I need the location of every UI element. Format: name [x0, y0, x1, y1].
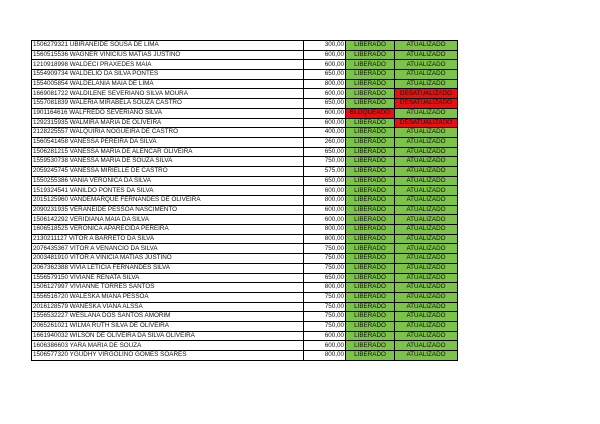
table-row[interactable] [32, 292, 458, 302]
value-cell[interactable]: 600,00 [304, 341, 346, 351]
table-row[interactable] [32, 70, 458, 80]
value-cell[interactable]: 750,00 [304, 302, 346, 312]
table-row[interactable] [32, 331, 458, 341]
update-cell[interactable]: ATUALIZADO [395, 263, 458, 273]
name-cell[interactable]: 1550255386 VANIA VERONICA DA SILVA [32, 176, 304, 186]
update-cell[interactable]: DESATUALIZADO [395, 99, 458, 109]
table-row[interactable] [32, 118, 458, 128]
status-cell[interactable]: LIBERADO [346, 351, 395, 361]
update-cell[interactable]: DESATUALIZADO [395, 118, 458, 128]
value-cell[interactable]: 650,00 [304, 70, 346, 80]
name-cell[interactable]: 1669081722 WALDILENE SEVERIANO SILVA MOURA [32, 89, 304, 99]
status-cell[interactable]: LIBERADO [346, 234, 395, 244]
update-cell[interactable]: ATUALIZADO [395, 244, 458, 254]
update-cell[interactable]: ATUALIZADO [395, 147, 458, 157]
update-cell[interactable]: ATUALIZADO [395, 196, 458, 206]
status-cell[interactable]: LIBERADO [346, 118, 395, 128]
name-cell[interactable]: 1519324541 VANILDO PONTES DA SILVA [32, 186, 304, 196]
table-row[interactable] [32, 283, 458, 293]
status-cell[interactable]: LIBERADO [346, 147, 395, 157]
status-cell[interactable]: LIBERADO [346, 137, 395, 147]
status-cell[interactable]: LIBERADO [346, 225, 395, 235]
table-row[interactable] [32, 99, 458, 109]
update-cell[interactable]: ATUALIZADO [395, 176, 458, 186]
value-cell[interactable]: 650,00 [304, 176, 346, 186]
name-cell[interactable]: 1556532227 WESLANA DOS SANTOS AMORIM [32, 312, 304, 322]
value-cell[interactable]: 800,00 [304, 225, 346, 235]
status-cell[interactable]: LIBERADO [346, 263, 395, 273]
table-row[interactable] [32, 79, 458, 89]
status-cell[interactable]: LIBERADO [346, 89, 395, 99]
value-cell[interactable]: 800,00 [304, 196, 346, 206]
status-cell[interactable]: LIBERADO [346, 50, 395, 60]
status-cell[interactable]: LIBERADO [346, 60, 395, 70]
status-cell[interactable]: BLOQUEADO [346, 108, 395, 118]
update-cell[interactable]: ATUALIZADO [395, 108, 458, 118]
value-cell[interactable]: 600,00 [304, 50, 346, 60]
table-row[interactable] [32, 166, 458, 176]
status-cell[interactable]: LIBERADO [346, 176, 395, 186]
name-cell[interactable]: 2059245745 VANESSA MIRIELLE DE CASTRO [32, 166, 304, 176]
update-cell[interactable]: ATUALIZADO [395, 157, 458, 167]
update-cell[interactable]: DESATUALIZADO [395, 89, 458, 99]
name-cell[interactable]: 1901164616 WALFREDO SEVERIANO SILVA [32, 108, 304, 118]
value-cell[interactable]: 575,00 [304, 166, 346, 176]
table-row[interactable] [32, 108, 458, 118]
status-cell[interactable]: LIBERADO [346, 341, 395, 351]
value-cell[interactable]: 600,00 [304, 60, 346, 70]
update-cell[interactable]: ATUALIZADO [395, 215, 458, 225]
name-cell[interactable]: 1210918998 WALDECI PRAXEDES MAIA [32, 60, 304, 70]
name-cell[interactable]: 1556579150 VIVIANE RENATA SILVA [32, 273, 304, 283]
name-cell[interactable]: 2015125960 VANDEMARQUE FERNANDES DE OLIVEIRA [32, 196, 304, 206]
table-row[interactable] [32, 341, 458, 351]
value-cell[interactable]: 750,00 [304, 321, 346, 331]
update-cell[interactable]: ATUALIZADO [395, 70, 458, 80]
value-cell[interactable]: 600,00 [304, 108, 346, 118]
value-cell[interactable]: 800,00 [304, 351, 346, 361]
table-row[interactable] [32, 215, 458, 225]
value-cell[interactable]: 600,00 [304, 331, 346, 341]
name-cell[interactable]: 1557081839 WALERIA MIRABELA SOUZA CASTRO [32, 99, 304, 109]
name-cell[interactable]: 1560541458 VANESSA PEREIRA DA SILVA [32, 137, 304, 147]
update-cell[interactable]: ATUALIZADO [395, 225, 458, 235]
spreadsheet-page [31, 40, 458, 361]
table-row[interactable] [32, 263, 458, 273]
records-table [31, 40, 458, 361]
update-cell[interactable]: ATUALIZADO [395, 292, 458, 302]
status-cell[interactable]: LIBERADO [346, 205, 395, 215]
status-cell[interactable]: LIBERADO [346, 99, 395, 109]
update-cell[interactable]: ATUALIZADO [395, 205, 458, 215]
name-cell[interactable]: 2016128579 WANESKA VIANA ALSSA [32, 302, 304, 312]
name-cell[interactable]: 2128225557 WALQUIRIA NOGUEIRA DE CASTRO [32, 128, 304, 138]
name-cell[interactable]: 1554909734 WALDELIO DA SILVA PONTES [32, 70, 304, 80]
value-cell[interactable]: 300,00 [304, 41, 346, 51]
name-cell[interactable]: 2067362388 VIVIA LETICIA FERNANDES SILVA [32, 263, 304, 273]
table-row[interactable] [32, 225, 458, 235]
update-cell[interactable]: ATUALIZADO [395, 166, 458, 176]
value-cell[interactable]: 800,00 [304, 283, 346, 293]
table-row[interactable] [32, 89, 458, 99]
table-row[interactable] [32, 254, 458, 264]
table-row[interactable] [32, 273, 458, 283]
update-cell[interactable]: ATUALIZADO [395, 79, 458, 89]
status-cell[interactable]: LIBERADO [346, 196, 395, 206]
name-cell[interactable]: 1292315935 WALMIRA MARIA DE OLIVEIRA [32, 118, 304, 128]
table-row[interactable] [32, 128, 458, 138]
records-table-body [32, 41, 458, 361]
name-cell[interactable]: 1506279321 UBIRANEIDE SOUSA DE LIMA [32, 41, 304, 51]
update-cell[interactable]: ATUALIZADO [395, 50, 458, 60]
update-cell[interactable]: ATUALIZADO [395, 331, 458, 341]
table-row[interactable] [32, 186, 458, 196]
status-cell[interactable]: LIBERADO [346, 79, 395, 89]
value-cell[interactable]: 800,00 [304, 79, 346, 89]
table-row[interactable] [32, 157, 458, 167]
status-cell[interactable]: LIBERADO [346, 302, 395, 312]
update-cell[interactable]: ATUALIZADO [395, 273, 458, 283]
update-cell[interactable]: ATUALIZADO [395, 137, 458, 147]
value-cell[interactable]: 650,00 [304, 273, 346, 283]
update-cell[interactable]: ATUALIZADO [395, 321, 458, 331]
table-row[interactable] [32, 176, 458, 186]
value-cell[interactable]: 750,00 [304, 312, 346, 322]
name-cell[interactable]: 2130211127 VITOR A BARRETO DA SILVA [32, 234, 304, 244]
update-cell[interactable]: ATUALIZADO [395, 60, 458, 70]
value-cell[interactable]: 750,00 [304, 292, 346, 302]
update-cell[interactable]: ATUALIZADO [395, 234, 458, 244]
update-cell[interactable]: ATUALIZADO [395, 186, 458, 196]
status-cell[interactable]: LIBERADO [346, 312, 395, 322]
name-cell[interactable]: 2076435367 VITOR A VENANCIO DA SILVA [32, 244, 304, 254]
status-cell[interactable]: LIBERADO [346, 41, 395, 51]
value-cell[interactable]: 400,00 [304, 128, 346, 138]
name-cell[interactable]: 1556516720 WALESKA MIANA PESSOA [32, 292, 304, 302]
status-cell[interactable]: LIBERADO [346, 321, 395, 331]
value-cell[interactable]: 600,00 [304, 186, 346, 196]
update-cell[interactable]: ATUALIZADO [395, 283, 458, 293]
status-cell[interactable]: LIBERADO [346, 166, 395, 176]
status-cell[interactable]: LIBERADO [346, 186, 395, 196]
name-cell[interactable]: 1506127997 VIVIANNE TORRES SANTOS [32, 283, 304, 293]
table-row[interactable] [32, 312, 458, 322]
table-row[interactable] [32, 205, 458, 215]
name-cell[interactable]: 2003481910 VITOR A VINICIA MATIAS JUSTINO [32, 254, 304, 264]
value-cell[interactable]: 650,00 [304, 99, 346, 109]
name-cell[interactable]: 1554005854 WALDELANIA MAIA DE LIMA [32, 79, 304, 89]
value-cell[interactable]: 650,00 [304, 147, 346, 157]
status-cell[interactable]: LIBERADO [346, 292, 395, 302]
update-cell[interactable]: ATUALIZADO [395, 41, 458, 51]
name-cell[interactable]: 1506577320 YGUDHY VIRGOLINO GOMES SOARES [32, 351, 304, 361]
name-cell[interactable]: 1606386603 YARA MARIA DE SOUZA [32, 341, 304, 351]
name-cell[interactable]: 1661940032 WILSON DE OLIVEIRA DA SILVA OLIVEIRA [32, 331, 304, 341]
update-cell[interactable]: ATUALIZADO [395, 128, 458, 138]
table-row[interactable] [32, 302, 458, 312]
name-cell[interactable]: 1559530738 VANESSA MARIA DE SOUZA SILVA [32, 157, 304, 167]
name-cell[interactable]: 1506281215 VANESSA MARIA DE ALENCAR OLIVEIRA [32, 147, 304, 157]
name-cell[interactable]: 1606518525 VERONICA APARECIDA PEREIRA [32, 225, 304, 235]
table-row[interactable] [32, 147, 458, 157]
update-cell[interactable]: ATUALIZADO [395, 341, 458, 351]
value-cell[interactable]: 600,00 [304, 89, 346, 99]
status-cell[interactable]: LIBERADO [346, 128, 395, 138]
status-cell[interactable]: LIBERADO [346, 254, 395, 264]
table-row[interactable] [32, 244, 458, 254]
status-cell[interactable]: LIBERADO [346, 215, 395, 225]
table-row[interactable] [32, 196, 458, 206]
status-cell[interactable]: LIBERADO [346, 244, 395, 254]
name-cell[interactable]: 2065261021 WILMA RUTH SILVA DE OLIVEIRA [32, 321, 304, 331]
table-row[interactable] [32, 321, 458, 331]
value-cell[interactable]: 750,00 [304, 244, 346, 254]
name-cell[interactable]: 2090231935 VERANEIDE PESSOA NASCIMENTO [32, 205, 304, 215]
table-row[interactable] [32, 60, 458, 70]
name-cell[interactable]: 1560515536 WAGNER VINICIUS MATIAS JUSTINO [32, 50, 304, 60]
value-cell[interactable]: 260,00 [304, 137, 346, 147]
update-cell[interactable]: ATUALIZADO [395, 312, 458, 322]
update-cell[interactable]: ATUALIZADO [395, 351, 458, 361]
status-cell[interactable]: LIBERADO [346, 331, 395, 341]
status-cell[interactable]: LIBERADO [346, 70, 395, 80]
table-row[interactable] [32, 351, 458, 361]
table-row[interactable] [32, 41, 458, 51]
table-row[interactable] [32, 137, 458, 147]
value-cell[interactable]: 750,00 [304, 157, 346, 167]
update-cell[interactable]: ATUALIZADO [395, 254, 458, 264]
status-cell[interactable]: LIBERADO [346, 157, 395, 167]
table-row[interactable] [32, 50, 458, 60]
value-cell[interactable]: 600,00 [304, 118, 346, 128]
status-cell[interactable]: LIBERADO [346, 273, 395, 283]
status-cell[interactable]: LIBERADO [346, 283, 395, 293]
name-cell[interactable]: 1506142292 VERIDIANA MAIA DA SILVA [32, 215, 304, 225]
update-cell[interactable]: ATUALIZADO [395, 302, 458, 312]
value-cell[interactable]: 750,00 [304, 254, 346, 264]
value-cell[interactable]: 600,00 [304, 215, 346, 225]
value-cell[interactable]: 750,00 [304, 263, 346, 273]
table-row[interactable] [32, 234, 458, 244]
value-cell[interactable]: 600,00 [304, 205, 346, 215]
value-cell[interactable]: 800,00 [304, 234, 346, 244]
